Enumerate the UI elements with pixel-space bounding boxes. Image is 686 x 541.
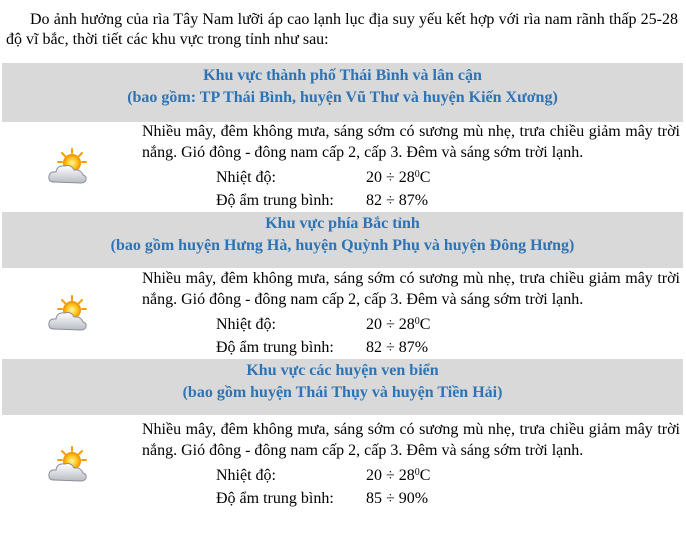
forecast-description: Nhiều mây, đêm không mưa, sáng sớm có sương mù nhẹ, trưa chiều giảm mây trời nắng. Gió đông - đông nam cấp 2, cấp 3. Đêm và sáng sớm trời lạnh.	[142, 270, 680, 308]
region-header-coastal	[2, 359, 683, 415]
region-subtitle: (bao gồm: TP Thái Bình, huyện Vũ Thư và huyện Kiến Xương)	[127, 89, 558, 106]
partly-cloudy-icon	[46, 445, 90, 485]
temperature-range: 20 ÷ 28	[366, 316, 415, 333]
temperature-row	[216, 167, 430, 188]
degree-sup: 0	[414, 316, 420, 327]
temperature-value	[366, 167, 430, 188]
humidity-value: 85 ÷ 90%	[366, 490, 429, 507]
humidity-value: 82 ÷ 87%	[366, 339, 429, 356]
region-subtitle: (bao gồm huyện Thái Thụy và huyện Tiền Hải)	[182, 384, 503, 401]
temperature-range: 20 ÷ 28	[366, 467, 415, 484]
humidity-row	[216, 488, 428, 509]
region-title: Khu vực các huyện ven biển	[246, 362, 439, 379]
region-forecast-city	[2, 121, 683, 211]
region-forecast-coastal	[2, 419, 683, 515]
degree-sup: 0	[414, 169, 420, 180]
temperature-range: 20 ÷ 28	[366, 169, 415, 186]
humidity-row	[216, 190, 428, 211]
region-header-city	[2, 63, 683, 122]
region-title: Khu vực phía Bắc tỉnh	[265, 215, 420, 232]
region-header-north	[2, 212, 683, 268]
partly-cloudy-icon	[46, 147, 90, 187]
temperature-row	[216, 465, 430, 486]
temperature-label: Nhiệt độ:	[216, 467, 276, 484]
temperature-value	[366, 465, 430, 486]
intro-paragraph: Do ảnh hưởng của rìa Tây Nam lưỡi áp cao lạnh lục địa suy yếu kết hợp với rìa nam rãnh thấp 25-28 độ vĩ bắc, thời tiết các khu vực trong tỉnh như sau:	[6, 11, 678, 48]
temperature-label: Nhiệt độ:	[216, 316, 276, 333]
temperature-unit: C	[419, 467, 431, 484]
degree-sup: 0	[414, 467, 420, 478]
humidity-label: Độ ẩm trung bình:	[216, 339, 334, 356]
humidity-row	[216, 337, 428, 358]
temperature-unit: C	[419, 316, 431, 333]
forecast-description: Nhiều mây, đêm không mưa, sáng sớm có sương mù nhẹ, trưa chiều giảm mây trời nắng. Gió đông - đông nam cấp 2, cấp 3. Đêm và sáng sớm trời lạnh.	[142, 421, 680, 459]
humidity-value: 82 ÷ 87%	[366, 192, 429, 209]
partly-cloudy-icon	[46, 294, 90, 334]
region-forecast-north	[2, 268, 683, 358]
temperature-label: Nhiệt độ:	[216, 169, 276, 186]
forecast-description: Nhiều mây, đêm không mưa, sáng sớm có sương mù nhẹ, trưa chiều giảm mây trời nắng. Gió đông - đông nam cấp 2, cấp 3. Đêm và sáng sớm trời lạnh.	[142, 123, 680, 161]
humidity-label: Độ ẩm trung bình:	[216, 192, 334, 209]
temperature-row	[216, 314, 430, 335]
temperature-unit: C	[419, 169, 431, 186]
region-title: Khu vực thành phố Thái Bình và lân cận	[203, 67, 482, 84]
humidity-label: Độ ẩm trung bình:	[216, 490, 334, 507]
temperature-value	[366, 314, 430, 335]
region-subtitle: (bao gồm huyện Hưng Hà, huyện Quỳnh Phụ và huyện Đông Hưng)	[110, 237, 575, 254]
